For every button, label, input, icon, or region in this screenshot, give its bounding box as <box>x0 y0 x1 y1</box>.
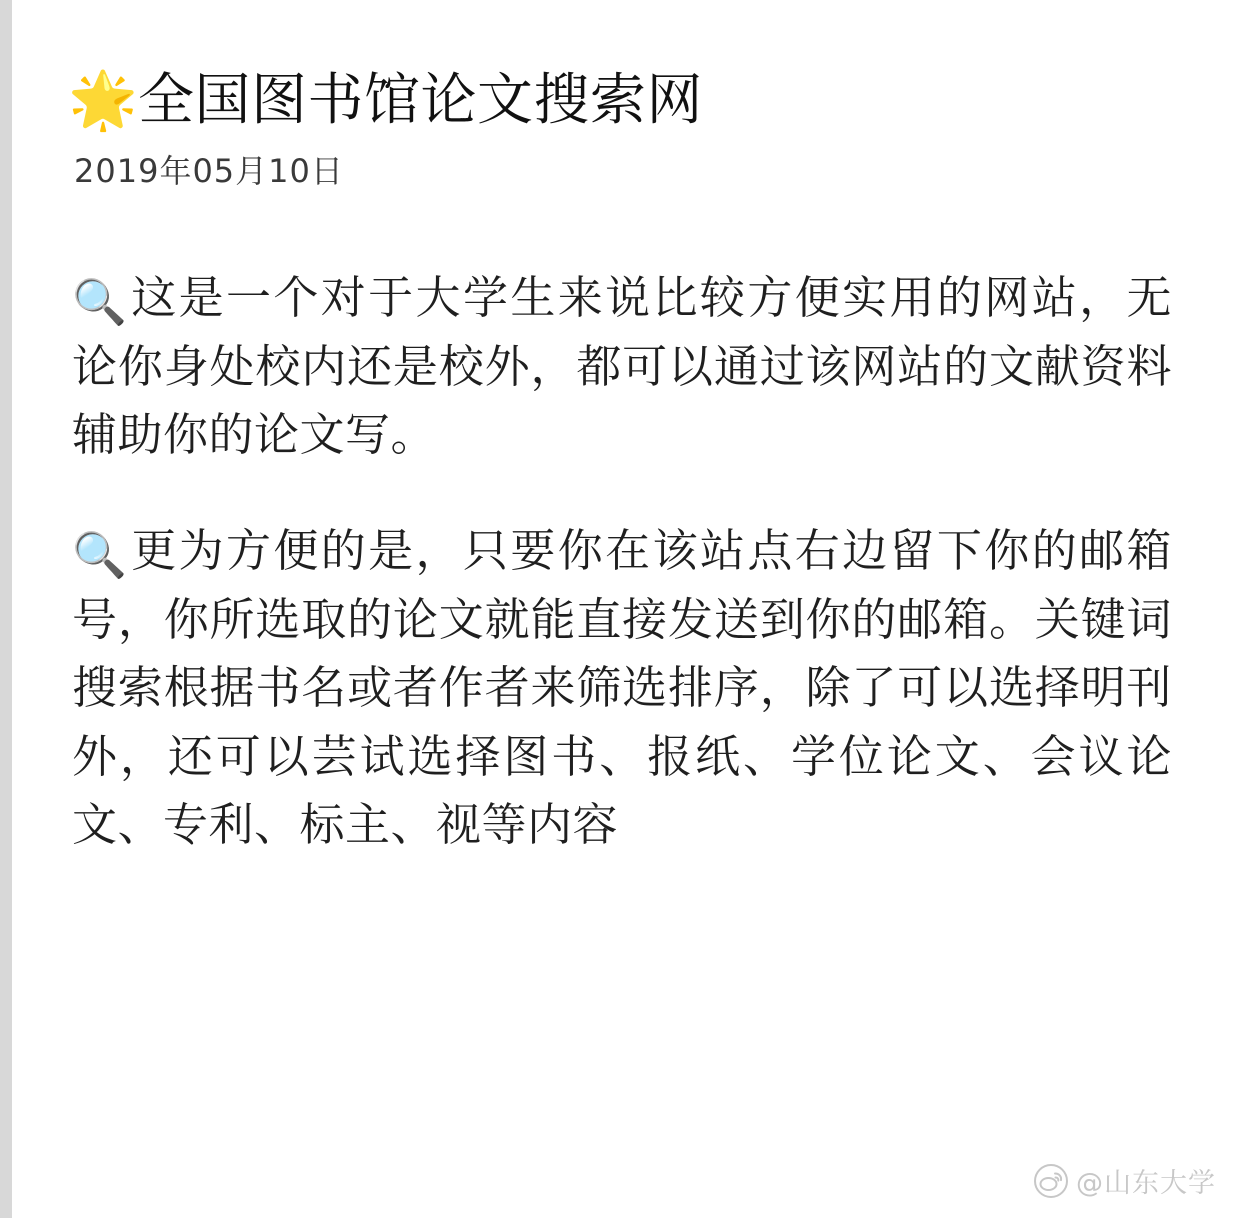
paragraph-2-text: 更为方便的是，只要你在该站点右边留下你的邮箱号，你所选取的论文就能直接发送到你的邮箱。关键词搜索根据书名或者作者来筛选排序，除了可以选择明刊外，还可以芸试选择图书、报纸、学位论文、会议论文、专利、标主、视等内容 <box>72 524 1172 852</box>
page-title-text: 全国图书馆论文搜索网 <box>138 68 703 133</box>
weibo-logo-icon <box>1034 1164 1068 1198</box>
paragraph-1 <box>72 264 1172 469</box>
page-title <box>68 68 1172 134</box>
magnifying-glass-emoji: 🔍 <box>72 530 130 582</box>
left-accent-rail <box>0 0 12 1218</box>
glowing-star-emoji: 🌟 <box>68 68 138 134</box>
publish-date: 2019年05月10日 <box>74 151 344 190</box>
watermark <box>1034 1161 1216 1200</box>
article-body <box>12 0 1242 1218</box>
magnifying-glass-emoji: 🔍 <box>72 277 130 329</box>
paragraph-2 <box>72 517 1172 859</box>
paragraph-1-text: 这是一个对于大学生来说比较方便实用的网站，无论你身处校内还是校外，都可以通过该网站的文献资料辅助你的论文写。 <box>72 271 1172 462</box>
watermark-text: @山东大学 <box>1076 1168 1216 1199</box>
